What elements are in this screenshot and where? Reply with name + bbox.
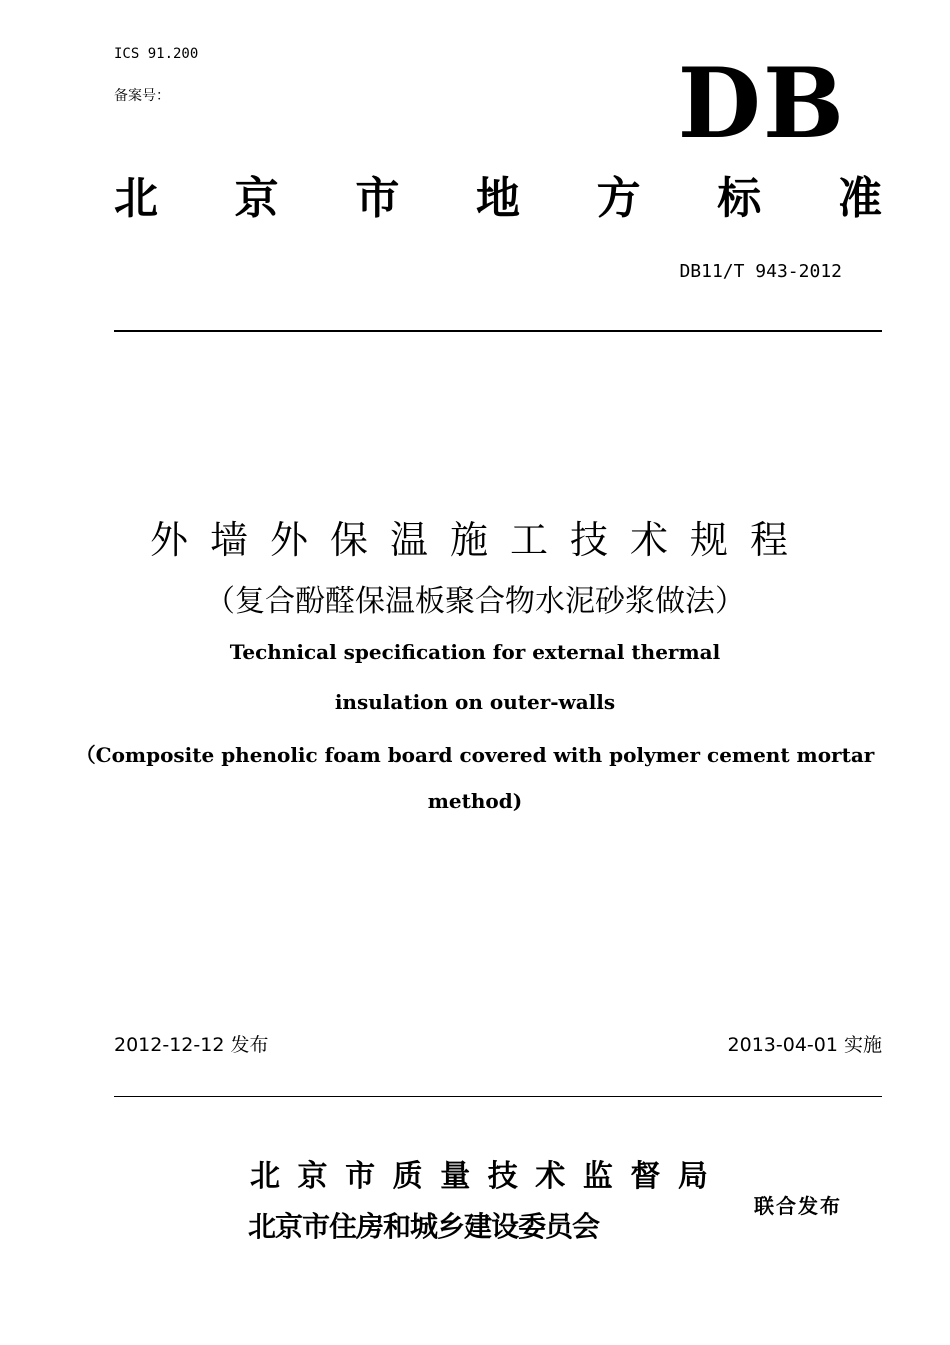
issuer-housing-commission: 北京市住房和城乡建设委员会	[248, 1210, 600, 1243]
title-english-line: insulation on outer-walls	[334, 690, 616, 714]
standard-type-char: 北	[114, 173, 158, 224]
subtitle-chinese: （复合酚醛保温板聚合物水泥砂浆做法）	[205, 584, 745, 619]
issuer-char: 局	[677, 1159, 708, 1194]
standard-type-char: 标	[717, 173, 762, 224]
title-english-line: （Composite phenolic foam board covered with polymer cement mortar	[75, 743, 875, 767]
issuer-char: 质	[392, 1159, 423, 1194]
issuer-char: 市	[345, 1159, 376, 1194]
title-english-line: method)	[427, 789, 523, 813]
issuer-char: 术	[535, 1159, 566, 1194]
title-english-line: Technical specification for external thermal	[229, 640, 721, 664]
standard-type-char: 方	[596, 173, 641, 224]
top-divider	[114, 330, 882, 332]
joint-issue-label: 联合发布	[754, 1194, 842, 1218]
standard-number: DB11/T 943-2012	[679, 261, 842, 282]
issuer-char: 京	[297, 1159, 328, 1194]
issuer-char: 技	[487, 1159, 518, 1194]
standard-type-heading	[114, 172, 882, 226]
standard-type-char: 地	[475, 173, 520, 224]
implementation-date: 2013-04-01 实施	[727, 1034, 882, 1056]
standard-type-char: 京	[234, 173, 279, 224]
issue-date: 2012-12-12 发布	[114, 1034, 269, 1056]
issuer-char: 监	[582, 1159, 613, 1194]
bottom-divider	[114, 1096, 882, 1097]
db-logo: DB	[677, 47, 846, 160]
issuer-char: 量	[440, 1159, 471, 1194]
standard-type-char: 市	[355, 173, 400, 224]
issuer-char: 督	[630, 1159, 661, 1194]
issuer-char: 北	[250, 1159, 280, 1194]
ics-code: ICS 91.200	[114, 46, 199, 62]
standard-type-char: 准	[837, 173, 882, 224]
title-chinese: 外墙外保温施工技术规程	[149, 518, 810, 562]
issuer-quality-bureau	[250, 1156, 708, 1198]
filing-number-label: 备案号：	[114, 88, 170, 104]
